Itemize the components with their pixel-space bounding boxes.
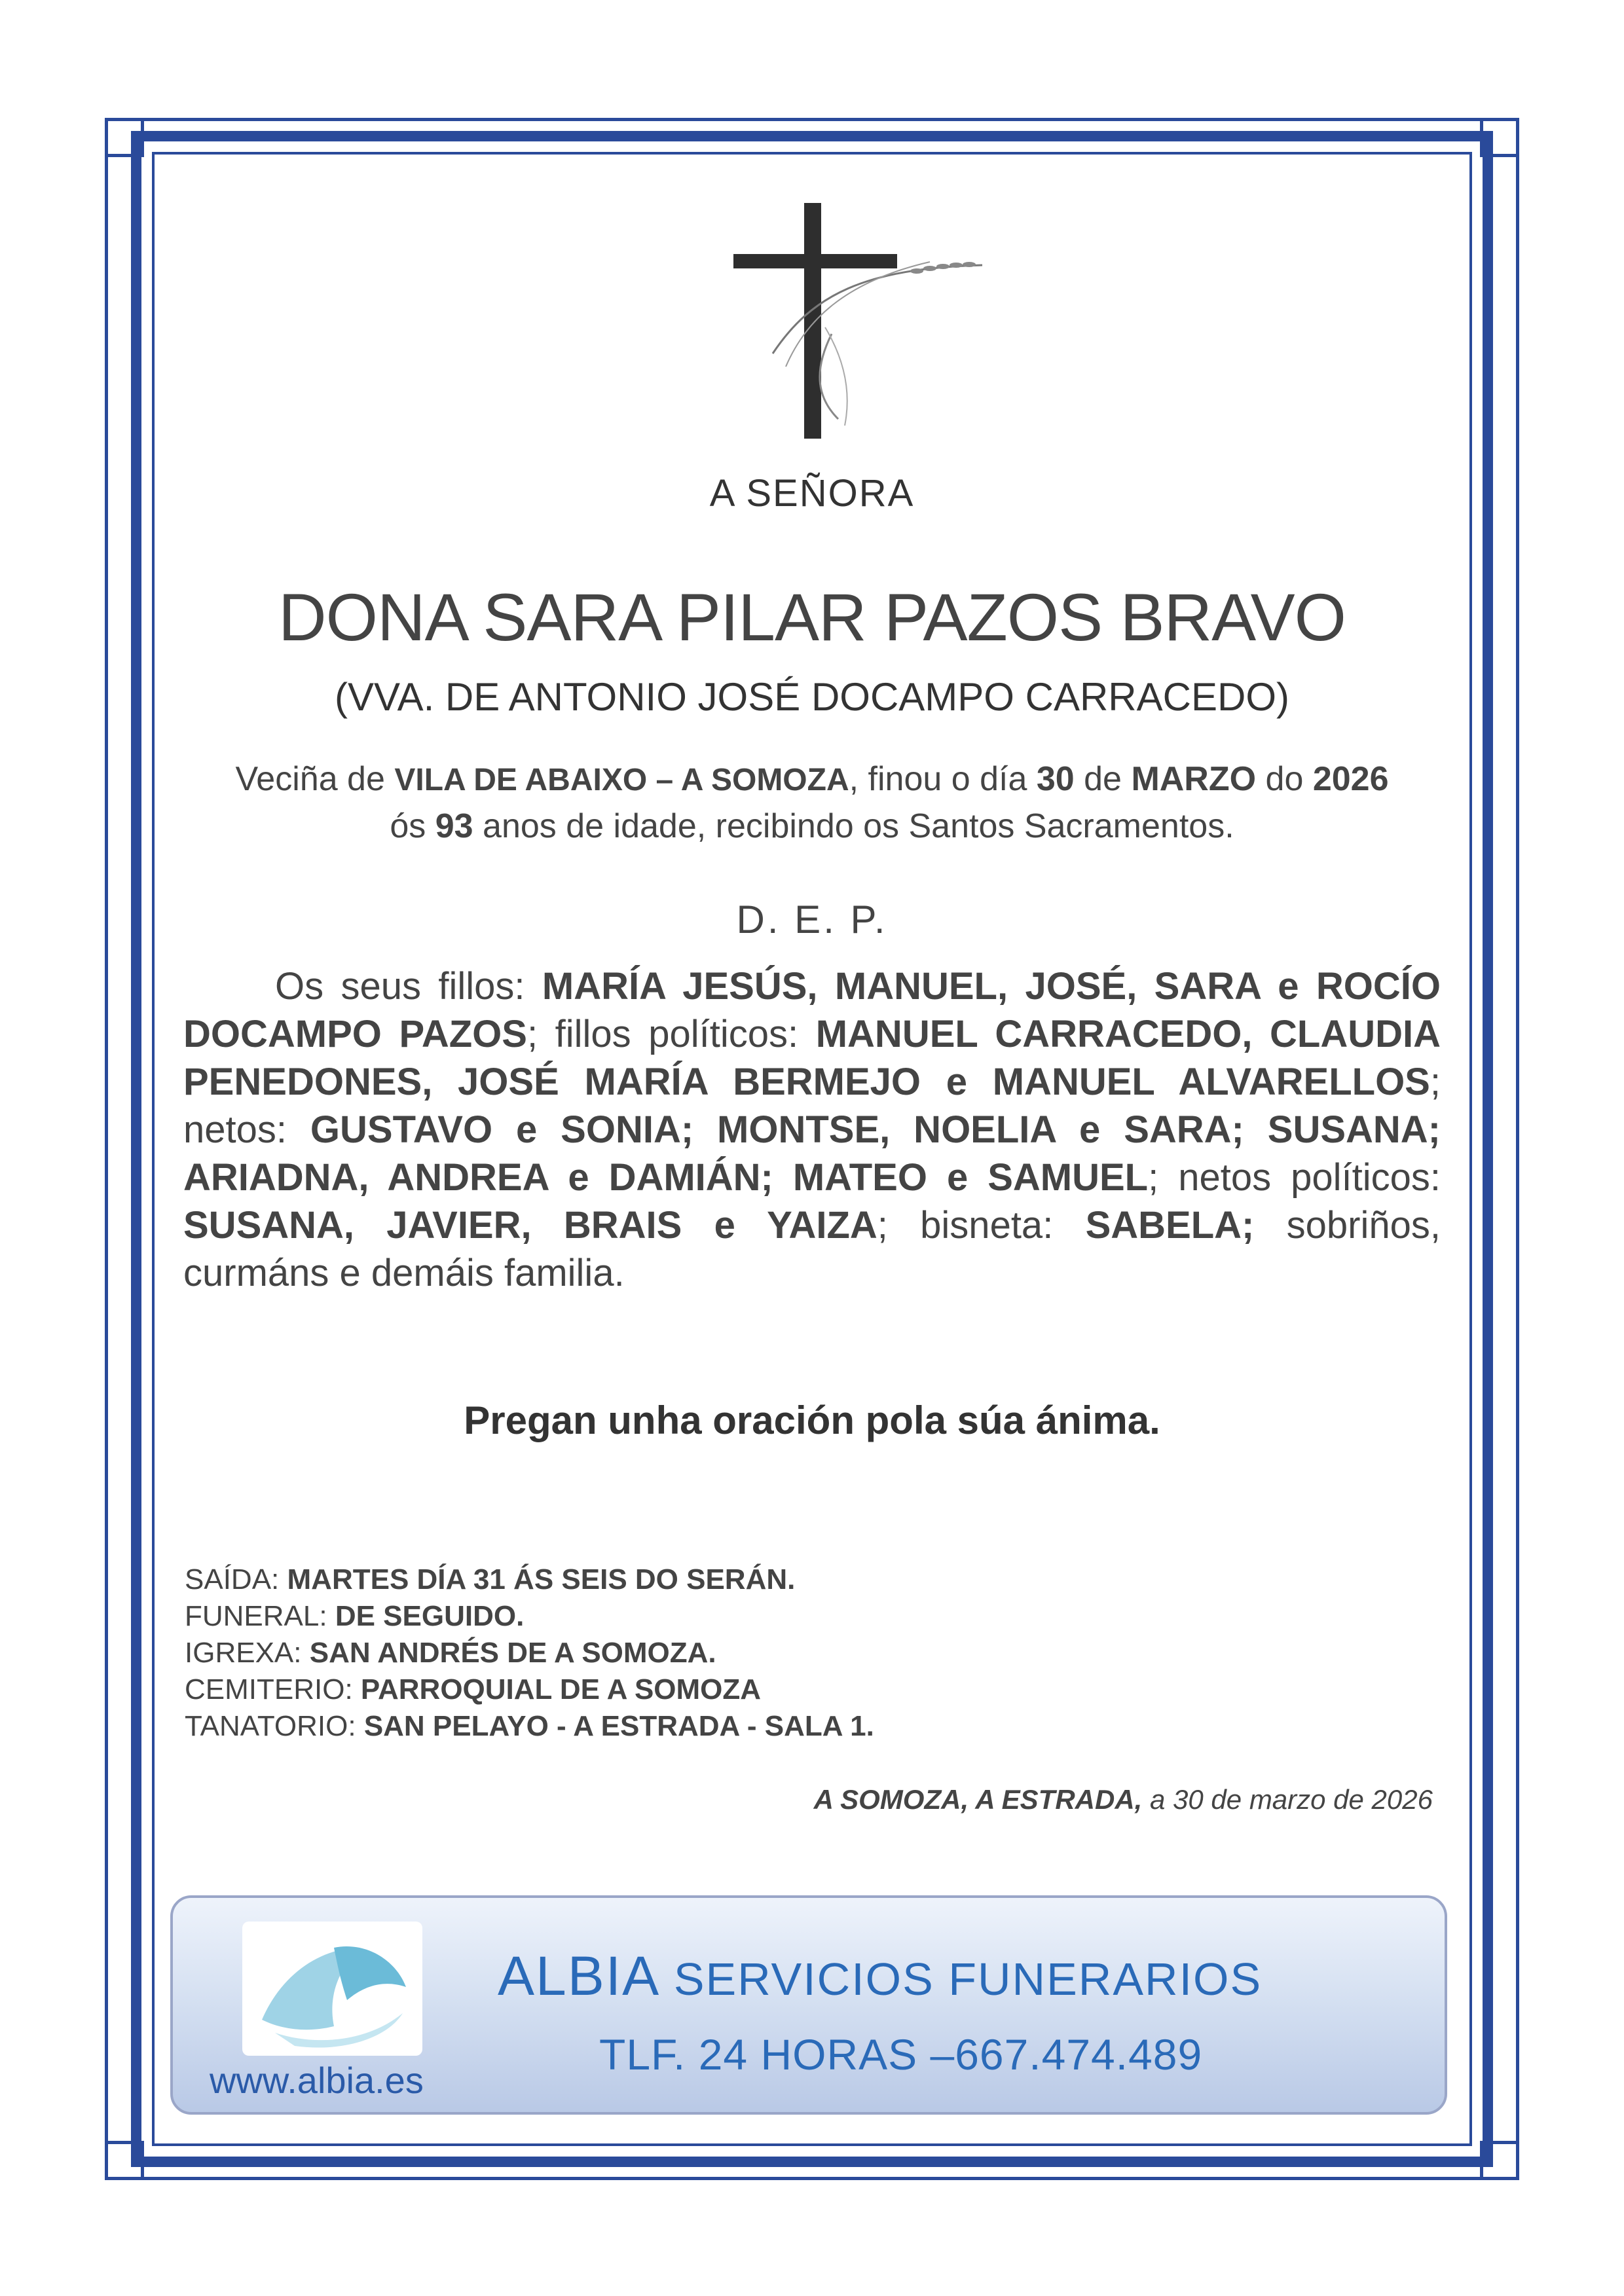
dep-heading: D. E. P. [736,898,888,941]
detail-row-tanatorio [185,1708,874,1745]
corner-ornament [105,118,144,157]
bisneta-name: SABELA; [1085,1204,1255,1247]
albia-title [498,1944,1262,2008]
widow-of: (VVA. DE ANTONIO JOSÉ DOCAMPO CARRACEDO) [335,675,1289,719]
albia-phone: TLF. 24 HORAS –667.474.489 [599,2030,1203,2079]
netos-politicos-names: SUSANA, JAVIER, BRAIS e YAIZA [183,1204,877,1247]
finou-text: , finou o día [849,760,1027,798]
death-notice [183,756,1441,849]
place-name: A SOMOZA, A ESTRADA, [813,1784,1143,1815]
detail-label: FUNERAL: [185,1600,327,1632]
detail-row-cemiterio [185,1671,874,1708]
fillos-politicos-label: ; fillos políticos: [526,1013,799,1055]
honorific: A SEÑORA [709,472,915,515]
de-text: de [1084,760,1122,798]
detail-row-igrexa [185,1635,874,1671]
death-month: MARZO [1131,760,1257,798]
netos-politicos-label: ; netos políticos: [1148,1156,1441,1199]
detail-label: IGREXA: [185,1637,302,1669]
detail-value: PARROQUIAL DE A SOMOZA [360,1673,762,1705]
detail-value: SAN PELAYO - A ESTRADA - SALA 1. [363,1710,874,1742]
prayer-request: Pregan unha oración pola súa ánima. [464,1398,1160,1442]
albia-logo-icon [242,1922,422,2056]
family-paragraph [183,962,1441,1297]
fillos-politicos-names: MANUEL CARRACEDO, CLAUDIA PENEDONES, JOSÉ MARÍA BERMEJO e MANUEL ALVARELLOS [183,1013,1441,1103]
albia-brand: ALBIA [498,1945,657,2007]
detail-label: TANATORIO: [185,1710,356,1742]
residence-place: VILA DE ABAIXO – A SOMOZA [394,763,849,797]
family-closing: sobriños, curmáns e demáis familia. [183,1204,1441,1294]
os-text: ós [390,807,426,845]
detail-value: MARTES DÍA 31 ÁS SEIS DO SERÁN. [287,1563,796,1595]
albia-logo [242,1922,422,2056]
death-day: 30 [1036,760,1075,798]
albia-service: SERVICIOS FUNERARIOS [673,1954,1263,2005]
date-text: a 30 de marzo de 2026 [1150,1784,1433,1815]
vecina-label: Veciña de [235,760,385,798]
service-details [185,1561,874,1745]
website-link[interactable]: www.albia.es [210,2060,424,2101]
do-text: do [1265,760,1304,798]
detail-value: DE SEGUIDO. [335,1600,525,1632]
deceased-name: DONA SARA PILAR PAZOS BRAVO [278,580,1346,655]
detail-label: SAÍDA: [185,1563,280,1595]
age: 93 [435,807,473,845]
netos-label: ; netos: [183,1061,1441,1151]
detail-row-funeral [185,1598,874,1635]
age-rest: anos de idade, recibindo os Santos Sacramentos. [483,807,1234,845]
corner-ornament [105,2141,144,2180]
detail-label: CEMITERIO: [185,1673,353,1705]
detail-row-saida [185,1561,874,1598]
cross-icon [733,203,995,452]
bisneta-label: ; bisneta: [877,1204,1054,1247]
place-and-date [814,1784,1433,1815]
netos-names: GUSTAVO e SONIA; MONTSE, NOELIA e SARA; SUSANA; ARIADNA, ANDREA e DAMIÁN; MATEO e SAMUEL [183,1108,1441,1199]
fillos-label: Os seus fillos: [275,965,525,1008]
detail-value: SAN ANDRÉS DE A SOMOZA. [309,1637,716,1669]
corner-ornament [1480,118,1519,157]
fillos-names: MARÍA JESÚS, MANUEL, JOSÉ, SARA e ROCÍO DOCAMPO PAZOS [183,965,1441,1055]
corner-ornament [1480,2141,1519,2180]
death-year: 2026 [1312,760,1389,798]
